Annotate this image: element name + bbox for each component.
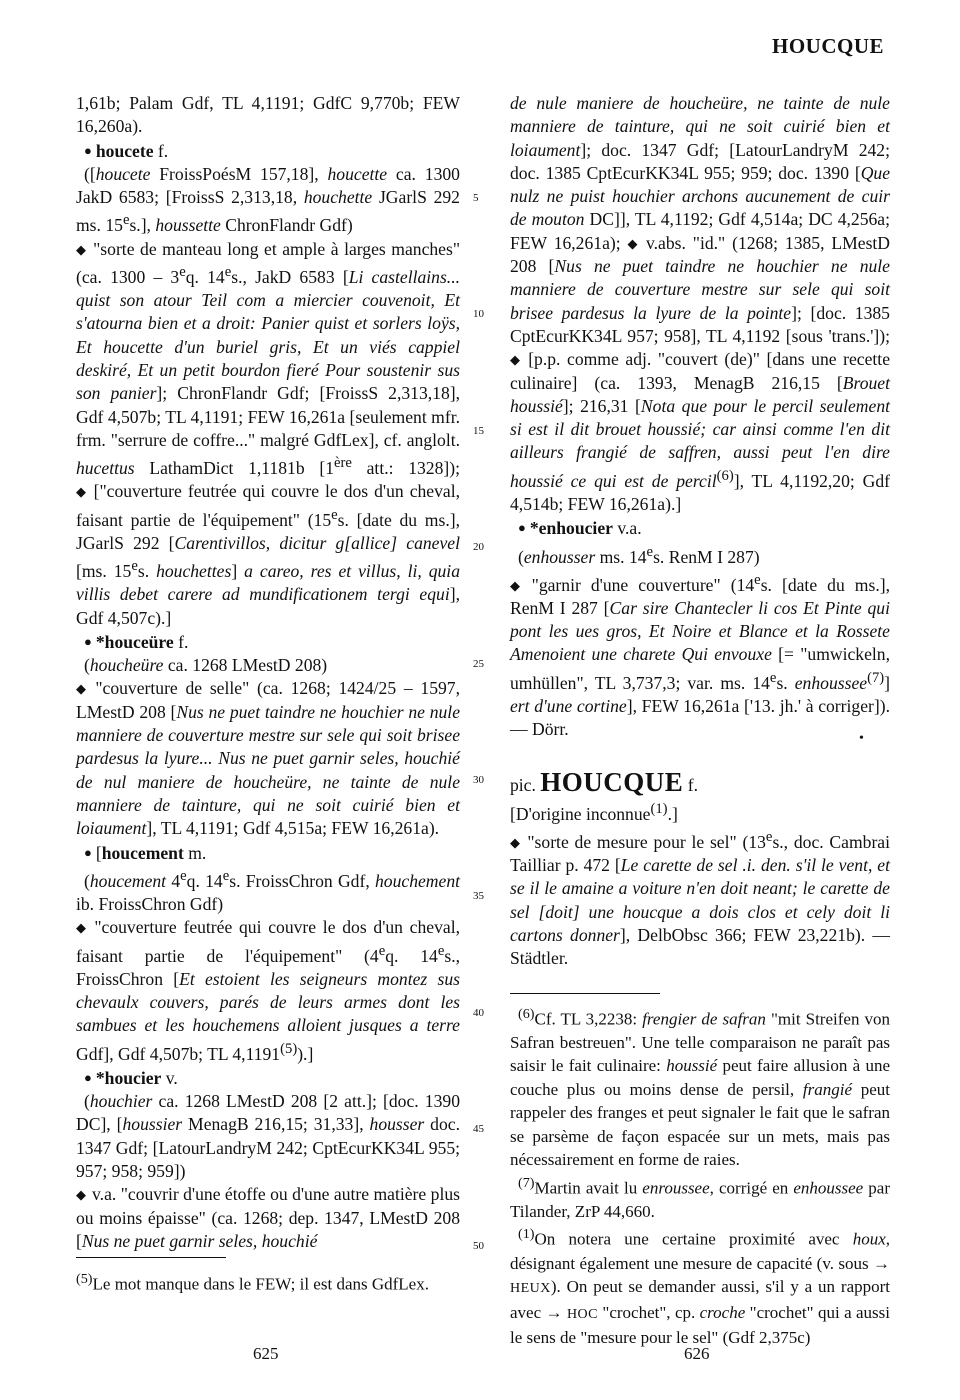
line-number: 20 — [473, 541, 484, 553]
footnote-marker: (5) — [76, 1271, 93, 1287]
footnote-6: $^{(6)}$Cf. TL 3,2238: frengier de safran "mit Streifen von Safran bestreuen". Une telle comparaison ne paraît pas saisir le fait culinaire: houssié peut faire allusion à une couche plus ou moins dense de persil, frangié peut rappeler des franges et peut signaler le fait que le safran se parsème de façon espacée sur un mets, mais pas nécessairement en forme de raies. — [510, 1005, 890, 1170]
page-number-left: 625 — [253, 1344, 279, 1363]
entry-text: 1,61b; Palam Gdf, TL 4,1191; GdfC 9,770b; FEW 16,260a). — [76, 93, 460, 137]
footnote-1: $^{(1)}$On notera une certaine proximité avec houx, désignant également une mesure de capacité (v. sous → HEUX). On peut se demander aussi, s'il y a un rapport avec → HOC "crochet", cp. croche "crochet" qui a aussi le sens de "mesure pour le sel" (Gdf 2,375c) — [510, 1226, 891, 1348]
line-number: 10 — [473, 308, 484, 320]
left-column — [76, 92, 460, 1253]
line-numbers — [473, 92, 497, 1252]
line-number: 35 — [473, 890, 484, 902]
definition-houcement: ◆ "couverture feutrée qui couvre le dos d'un cheval, faisant partie de l'équipement" (4eq. 14es., FroissChron [Et estoient les seigneurs montez sus chevaulx couvers, parés de leurs armes dont les sambues et les houchemens alloient jusques a terre Gdf], Gdf 4,507b; TL 4,1191$^{(5)}$).] — [76, 917, 460, 1064]
headword-enhoucier: ● *enhoucier v.a. — [518, 518, 642, 539]
footnote-rule — [510, 993, 660, 994]
line-number: 5 — [473, 192, 479, 204]
forms-enhoucier: (enhousser ms. 14es. RenM I 287) — [518, 543, 760, 567]
right-column — [510, 92, 890, 1350]
headword-houcement: ● [houcement m. — [84, 842, 207, 863]
footnote-text: Le mot manque dans le FEW; il est dans GdfLex. — [92, 1274, 429, 1294]
headword-houcier: ● *houcier v. — [84, 1067, 178, 1088]
headword-houceure: ● *houceüre f. — [84, 631, 189, 652]
stray-mark: • — [859, 731, 864, 746]
definition-houcier: ◆ v.a. "couvrir d'une étoffe ou d'une autre matière plus ou moins épaisse" (ca. 1268; dep. 1347, LMestD 208 [Nus ne puet garnir seles, houchié — [76, 1184, 460, 1251]
headword-houcque: pic. HOUCQUE f. — [510, 767, 698, 798]
running-header: HOUCQUE — [771, 34, 884, 58]
forms-houcier: (houchier ca. 1268 LMestD 208 [2 att.]; [doc. 1390 DC], [houssier MenagB 216,15; 31,33], housser doc. 1347 Gdf; [LatourLandryM 242; CptEcurKK34L 955; 957; 958; 959]) — [76, 1091, 460, 1181]
definition-houcete: ◆ "sorte de manteau long et ample à larges manches" (ca. 1300 – 3eq. 14es., JakD 6583 [Li castellains... quist son atour Teil com a miercier couvenoit, Et s'atourna bien et a droit: Panier quist et sorlers loÿs, Et houcette d'un buriel gris, Et un viés cappiel deskiré, Et un petit bourdon fieré Pour soustenir sus son panier]; ChronFlandr Gdf; [FroissS 2,313,18], Gdf 4,507b; TL 4,1191; FEW 16,261a [seulement mfr. frm. "serrure de coffre..." malgré GdfLex], cf. anglolt. hucettus LathamDict 1,1181b [1ère att.: 1328]); ◆ ["couverture feutrée qui couvre le dos d'un cheval, faisant partie de l'équipement" (15es. [date du ms.], JGarlS 292 [Carentivillos, dicitur g[allice] canevel [ms. 15es. houchettes] a careo, res et villus, li, quia villis debet carere ad mundificationem tergi equi], Gdf 4,507c).] — [76, 238, 461, 628]
forms-houcete: ([houcete FroissPoésM 157,18], houcette ca. 1300 JakD 6583; [FroissS 2,313,18, houchette JGarlS 292 ms. 15es.], houssette ChronFlandr Gdf) — [76, 163, 460, 236]
definition-houceure: ◆ "couverture de selle" (ca. 1268; 1424/25 – 1597, LMestD 208 [Nus ne puet taindre ne houchier ne nule manniere de couverture mestre sur sele qui soit brisee pardesus la lyure... Nus ne puet garnir seles, houchié de nul maniere de houcheüre, ne tainte de nule manniere de tainture, qui ne soit cuirié bien et loiaument], TL 4,1191; Gdf 4,515a; FEW 16,261a). — [76, 678, 461, 839]
forms-houceure: (houcheüre ca. 1268 LMestD 208) — [84, 655, 328, 676]
footnote-5 — [76, 1268, 460, 1296]
line-number: 25 — [473, 658, 484, 670]
entry-text: de nule maniere de houcheüre, ne tainte de nule manniere de tainture, qui ne soit cuirié bien et loiaument]; doc. 1347 Gdf; [LatourLandryM 242; doc. 1385 CptEcurKK34L 955; 959; doc. 1390 [Que nulz ne puist houchier archons aucunement de cuir de mouton DC]], TL 4,1192; Gdf 4,514a; DC 4,256a; FEW 16,261a); ◆ v.abs. "id." (1268; 1385, LMestD 208 [Nus ne puet taindre ne houchier ne nule manniere de couverture mestre sur sele qui soit brisee pardesus la lyure de la pointe]; [doc. 1385 CptEcurKK34L 957; 958], TL 4,1192 [sous 'trans.']); ◆ [p.p. comme adj. "couvert (de)" [dans une recette culinaire] (ca. 1393, MenagB 216,15 [Brouet houssié]; 216,31 [Nota que pour le percil seulement si est il dit brouet houssié; car ainsi comme l'en dit ailleurs frangié de saffren, aussi peut l'en dire houssié ce qui est de percil$^{(6)}$], TL 4,1192,20; Gdf 4,514b; FEW 16,261a).] — [510, 93, 891, 514]
definition-enhoucier: ◆ "garnir d'une couverture" (14es. [date du ms.], RenM I 287 [Car sire Chantecler li cos Et Pinte qui pont les ues gros, Et Noire et Blance et la Rossete Amenoient une charete Qui envouxe [= "umwickeln, umhüllen", TL 3,737,3; var. ms. 14es. enhoussee$^{(7)}$] ert d'une cortine], FEW 16,261a ['13. jh.' à corriger]). — Dörr. — [510, 571, 891, 740]
definition-houcque: ◆ "sorte de mesure pour le sel" (13es., doc. Cambrai Tailliar p. 472 [Le carette de sel .i. den. s'il le vent, et se il le amaine a voiture n'en doit neant; le carette de sel [doit] une houcque a dois clos et cely doit li cartons donner], DelbObsc 366; FEW 23,221b). — Städtler. — [510, 828, 891, 969]
line-number: 30 — [473, 774, 484, 786]
page-number-right: 626 — [684, 1344, 710, 1363]
line-number: 40 — [473, 1007, 484, 1019]
line-number: 50 — [473, 1240, 484, 1252]
footnote-rule — [76, 1257, 226, 1258]
footnotes-right — [510, 993, 890, 1350]
line-number: 15 — [473, 425, 484, 437]
footnote-7: $^{(7)}$Martin avait lu enroussee, corrigé en enhoussee par Tilander, ZrP 44,660. — [510, 1174, 891, 1221]
forms-houcement: (houcement 4eq. 14es. FroissChron Gdf, houchement ib. FroissChron Gdf) — [76, 867, 461, 914]
line-number: 45 — [473, 1123, 484, 1135]
headword-houcete: ● houcete f. — [84, 140, 169, 161]
etymology-houcque: [D'origine inconnue$^{(1)}$.] — [510, 800, 678, 824]
